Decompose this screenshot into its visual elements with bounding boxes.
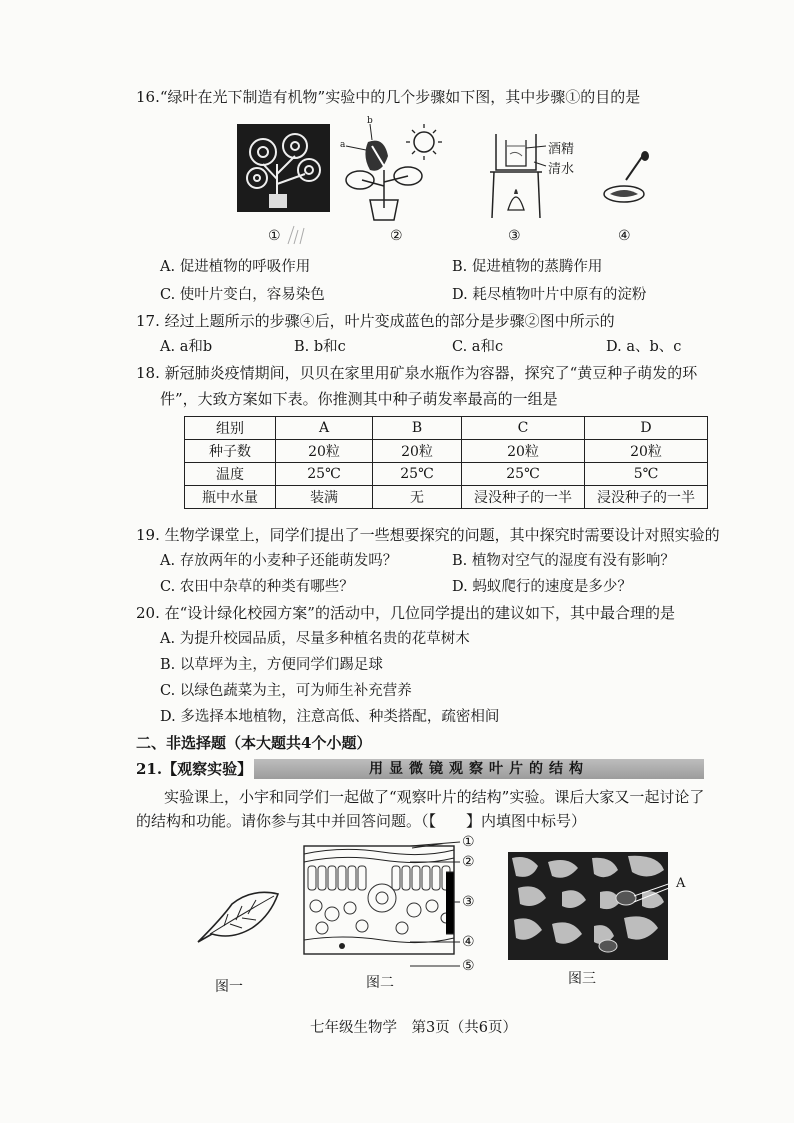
q16-option-d: D. 耗尽植物叶片中原有的淀粉 [452, 287, 647, 303]
table-cell: 种子数 [185, 440, 276, 463]
leaf-mark-a: a [340, 140, 346, 150]
table-cell: B [373, 417, 462, 440]
table-cell: 浸没种子的一半 [585, 486, 708, 509]
table-cell: C [462, 417, 585, 440]
section-heading: 二、非选择题（本大题共4个小题） [136, 734, 372, 752]
q16-option-c: C. 使叶片变白，容易染色 [160, 287, 325, 303]
q16-option-b: B. 促进植物的蒸腾作用 [452, 259, 603, 275]
table-cell: 20粒 [373, 440, 462, 463]
figure-2-caption: 图二 [366, 975, 394, 991]
table-cell: D [585, 417, 708, 440]
q19-stem: 19. 生物学课堂上，同学们提出了一些想要探究的问题，其中探究时需要设计对照实验的 [136, 526, 720, 544]
q19-option-d: D. 蚂蚁爬行的速度是多少？ [452, 579, 632, 595]
q16-option-a: A. 促进植物的呼吸作用 [160, 259, 311, 275]
table-cell: 20粒 [276, 440, 373, 463]
q17-option-a: A. a和b [160, 339, 213, 355]
page-footer: 七年级生物学 第3页（共6页） [310, 1020, 517, 1036]
table-cell: 20粒 [462, 440, 585, 463]
q16-figure-4-iodine-drop [598, 150, 654, 210]
q17-option-d: D. a、b、c [606, 339, 682, 355]
q20-option-b: B. 以草坪为主，方便同学们踢足球 [160, 657, 383, 673]
grass-sketch-icon [284, 222, 308, 246]
q16-figure-2-plant-in-sun [338, 116, 448, 224]
q18-stem-line2: 件”，大致方案如下表。你推测其中种子萌发率最高的一组是 [160, 390, 558, 408]
leaf-mark-b: b [367, 116, 373, 126]
callout-5: ⑤ [462, 958, 475, 974]
q21-paragraph-line1: 实验课上，小宇和同学们一起做了“观察叶片的结构”实验。课后大家又一起讨论了 [164, 788, 705, 806]
q16-stem: 16.“绿叶在光下制造有机物”实验中的几个步骤如下图，其中步骤①的目的是 [136, 88, 641, 106]
water-label: 清水 [548, 162, 575, 177]
q16-figure-1-label: ① [268, 228, 281, 244]
figure-3-caption: 图三 [568, 971, 596, 987]
table-cell: 20粒 [585, 440, 708, 463]
callout-2: ② [462, 854, 475, 870]
table-cell: 无 [373, 486, 462, 509]
q21-banner: 用显微镜观察叶片的结构 [254, 759, 704, 779]
seed-germination-table [184, 416, 708, 509]
figure-1-caption: 图一 [215, 979, 243, 995]
stomata-micrograph-image [508, 852, 668, 960]
q20-option-d: D. 多选择本地植物，注意高低、种类搭配，疏密相间 [160, 709, 500, 725]
table-cell: 瓶中水量 [185, 486, 276, 509]
table-cell: 25℃ [373, 463, 462, 486]
q19-option-c: C. 农田中杂草的种类有哪些？ [160, 579, 354, 595]
table-cell: 组别 [185, 417, 276, 440]
q21-paragraph-line2: 的结构和功能。请你参与其中并回答问题。（【 】内填图中标号） [136, 812, 587, 830]
callout-4: ④ [462, 934, 475, 950]
table-row [185, 463, 708, 486]
q19-option-a: A. 存放两年的小麦种子还能萌发吗？ [160, 553, 398, 569]
table-row [185, 417, 708, 440]
q16-figure-3-water-bath [484, 130, 550, 222]
alcohol-label: 酒精 [548, 142, 575, 157]
q21-tag: 21.【观察实验】 [136, 760, 253, 778]
callout-lines [410, 838, 466, 970]
q19-option-b: B. 植物对空气的湿度有没有影响？ [452, 553, 675, 569]
q18-stem-line1: 18. 新冠肺炎疫情期间，贝贝在家里用矿泉水瓶作为容器，探究了“黄豆种子萌发的环 [136, 364, 698, 382]
q17-option-b: B. b和c [294, 339, 346, 355]
epidermis-micrograph [508, 852, 668, 960]
q16-figure-4-label: ④ [618, 228, 631, 244]
q17-stem: 17. 经过上题所示的步骤④后，叶片变成蓝色的部分是步骤②图中所示的 [136, 312, 615, 330]
table-cell: 浸没种子的一半 [462, 486, 585, 509]
table-row [185, 486, 708, 509]
table-cell: 25℃ [462, 463, 585, 486]
callout-1: ① [462, 834, 475, 850]
q16-figure-1-dark-plant [237, 124, 330, 212]
q17-option-c: C. a和c [452, 339, 504, 355]
callout-3: ③ [462, 894, 475, 910]
table-cell: A [276, 417, 373, 440]
q20-option-c: C. 以绿色蔬菜为主，可为师生补充营养 [160, 683, 412, 699]
q20-option-a: A. 为提升校园品质，尽量多种植名贵的花草树木 [160, 631, 470, 647]
table-cell: 装满 [276, 486, 373, 509]
q20-stem: 20. 在“设计绿化校园方案”的活动中，几位同学提出的建议如下，其中最合理的是 [136, 604, 675, 622]
leaf-outline-icon [192, 888, 282, 946]
q16-figure-3-label: ③ [508, 228, 521, 244]
plant-in-dark-icon [237, 124, 330, 212]
table-row [185, 440, 708, 463]
table-cell: 5℃ [585, 463, 708, 486]
table-cell: 25℃ [276, 463, 373, 486]
table-cell: 温度 [185, 463, 276, 486]
stomata-mark-a: A [676, 876, 686, 891]
q16-figure-2-label: ② [390, 228, 403, 244]
